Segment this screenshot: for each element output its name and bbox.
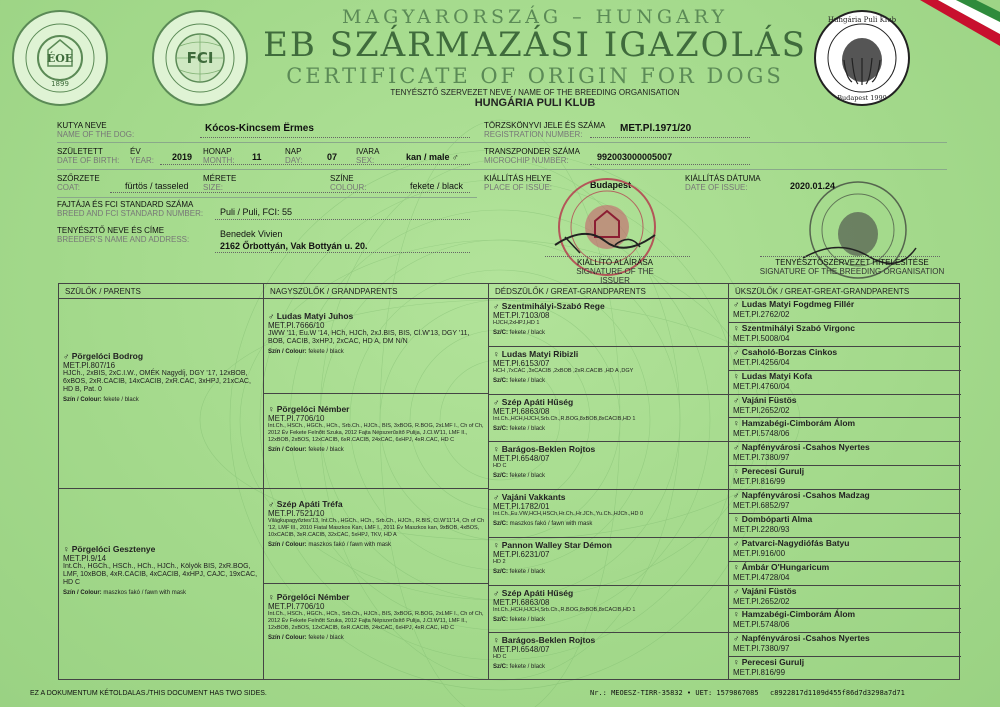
- great-great-grandparent-reg: MET.Pl.5008/04: [733, 333, 790, 343]
- great-great-grandparent-reg: MET.Pl.2652/02: [733, 405, 790, 415]
- grandparent-name: ♂ Szép Apáti Tréfa: [268, 499, 343, 509]
- grandparent-titles: Int.Ch., HSCh., HGCh., HCh., Srb.Ch., HJCh., BIS, 3xBOG, R.BOG, 2xLMF I., Ch of Ch, 2012 Év Fekete Felnőtt Szuka, 2012 Fajta Népszerűsítő Pulija, J.Cl.W'11, LMF II., 12xBOB, 2xBOS, 12xCACIB, 6xR.CACIB, 24xCAC, 6xHPJ, 4xR.CAC, HD C: [268, 423, 484, 443]
- great-great-grandparent-name: ♀ Hamzabégi-Cimborám Álom: [733, 418, 856, 429]
- divider: [57, 142, 947, 143]
- issuer-signature-line: [545, 256, 690, 257]
- svg-text:Budapest 1999: Budapest 1999: [837, 94, 887, 102]
- grandparent-cell: [264, 299, 488, 394]
- organisation-label: TENYÉSZTŐ SZERVEZET NEVE / NAME OF THE BREEDING ORGANISATION: [390, 88, 680, 97]
- great-grandparent-colour: Sz/C: fekete / black: [493, 425, 546, 432]
- dog-name-label: KUTYA NEVE NAME OF THE DOG:: [57, 121, 135, 139]
- great-grandparent-titles: Int.Ch.,HCH,HJCH,Srb.Ch.,R.BOG,8xBOB,8xCACIB,HD 1: [493, 606, 636, 613]
- breeder-underline: [215, 252, 470, 253]
- dog-name-underline: [200, 137, 470, 138]
- great-grandparent-colour: Sz/C: fekete / black: [493, 330, 546, 336]
- grandparent-reg: MET.Pl.7521/10: [268, 509, 325, 518]
- grandparent-cell: [264, 394, 488, 489]
- great-great-grandparent-cell: [729, 418, 961, 442]
- great-great-grandparent-cell: [729, 609, 961, 633]
- great-grandparent-name: ♂ Vajáni Vakkants: [493, 492, 566, 502]
- parent-titles: Int.Ch., HGCh., HSCh., HCh., HJCh., Kölyök BIS, 2xR.BOG, LMF, 10xBOB, 4xR.CACIB, 4xCACIB, 4xHPJ, CAJC, 19xCAC, HD C: [63, 563, 258, 586]
- size-label: MÉRETE SIZE:: [203, 174, 237, 192]
- serial-number: Nr.: MEOESZ-TIRR-35832 • UET: 1579867085: [590, 689, 759, 697]
- great-great-grandparent-reg: MET.Pl.7380/97: [733, 644, 790, 654]
- date-of-issue-value: 2020.01.24: [790, 181, 836, 191]
- great-great-grandparent-cell: [729, 299, 961, 323]
- great-great-grandparent-name: ♀ Dombóparti Alma: [733, 513, 813, 524]
- great-great-grandparent-name: ♀ Ludas Matyi Kofa: [733, 370, 813, 381]
- great-great-grandparent-reg: MET.Pl.6852/97: [733, 501, 790, 510]
- divider: [57, 197, 477, 198]
- great-grandparent-name: ♀ Ludas Matyi Ribizli: [493, 348, 579, 359]
- parents-header: SZÜLŐK / PARENTS: [59, 284, 263, 299]
- microchip-underline: [590, 164, 750, 165]
- great-grandparent-reg: MET.Pl.6548/07: [493, 454, 550, 464]
- great-grandparent-cell: [489, 299, 728, 347]
- great-grandparent-reg: MET.Pl.6863/08: [493, 597, 550, 607]
- great-great-grandparent-name: ♀ Perecesi Gurulj: [733, 466, 805, 477]
- great-grandparent-reg: MET.Pl.6153/07: [493, 358, 550, 368]
- parent-cell: [59, 299, 263, 489]
- parent-name: ♂ Pörgelóci Bodrog: [63, 351, 144, 361]
- great-great-grandparent-name: ♂ Csaholó-Borzas Cinkos: [733, 346, 838, 357]
- grandparent-name: ♀ Pörgelóci Némber: [268, 404, 350, 414]
- parent-reg: MET.Pl.807/16: [63, 361, 116, 370]
- great-grandparent-colour: Sz/C: fekete / black: [493, 664, 546, 671]
- great-grandparent-name: ♀ Pannon Walley Star Démon: [493, 539, 612, 550]
- great-grandparent-reg: MET.Pl.6863/08: [493, 406, 550, 416]
- great-great-grandparent-reg: MET.Pl.4728/04: [733, 572, 790, 582]
- great-great-grandparent-name: ♀ Ámbár O'Hungaricum: [733, 561, 830, 572]
- certificate-title-en: CERTIFICATE OF ORIGIN FOR DOGS: [286, 64, 784, 88]
- grandparent-cell: [264, 584, 488, 681]
- great-great-grandparent-name: ♂ Napfényvárosi -Csahos Nyertes: [733, 442, 870, 453]
- issuer-signature-label: KIÁLLÍTÓ ALÁÍRÁSA SIGNATURE OF THE ISSUER: [576, 258, 654, 285]
- meoe-seal-icon: [10, 8, 110, 108]
- birth-month-value: 11: [252, 152, 262, 162]
- breed-value: Puli / Puli, FCI: 55: [220, 207, 293, 217]
- birth-underline: [160, 164, 470, 165]
- dog-name-value: Kócos-Kincsem Ërmes: [205, 123, 314, 134]
- great-great-grandparent-name: ♂ Vajáni Füstös: [733, 585, 797, 596]
- colour-value: fekete / black: [410, 181, 464, 191]
- great-grandparent-titles: HD 2: [493, 558, 506, 565]
- great-grandparent-reg: MET.Pl.6548/07: [493, 645, 550, 655]
- certificate-title-hu: EB SZÁRMAZÁSI IGAZOLÁS: [263, 25, 807, 65]
- great-great-grandparent-reg: MET.Pl.2762/02: [733, 310, 790, 319]
- coat-value: fürtös / tasseled: [125, 181, 189, 191]
- great-grandparent-cell: [489, 347, 728, 395]
- great-grandparent-name: ♂ Szép Apáti Hűség: [493, 587, 574, 598]
- great-great-grandparent-name: ♂ Napfényvárosi -Csahos Madzag: [733, 490, 870, 500]
- svg-text:Hungária Puli Klub: Hungária Puli Klub: [827, 16, 897, 24]
- great-great-grandparent-cell: [729, 633, 961, 657]
- breeder-label: TENYÉSZTŐ NEVE ÉS CÍME BREEDER'S NAME AND ADDRESS:: [57, 226, 190, 244]
- breed-underline: [215, 219, 470, 220]
- great-grandparent-titles: Int.Ch.,Eu.VW,HCH,HSCh,Hr.Ch.,Hr.JCh.,Yu.Ch.,HJCh.,HD 0: [493, 511, 644, 517]
- great-great-grandparent-reg: MET.Pl.2280/93: [733, 524, 790, 534]
- great-grandparent-name: ♀ Barágos-Beklen Rojtos: [493, 444, 596, 455]
- colour-label: SZÍNE COLOUR:: [330, 174, 367, 192]
- great-great-grandparent-reg: MET.Pl.5748/06: [733, 429, 790, 439]
- birth-year-value: 2019: [172, 152, 193, 162]
- great-great-grandparent-cell: [729, 347, 961, 371]
- great-grandparent-colour: Sz/C: fekete / black: [493, 473, 546, 480]
- pedigree-table: [58, 283, 960, 680]
- great-great-grandparent-cell: [729, 657, 961, 681]
- breeding-org-signature-label: TENYÉSZTŐSZERVEZET HITELESÍTÉSE SIGNATURE OF THE BREEDING ORGANISATION: [759, 258, 945, 276]
- great-grandparent-cell: [489, 538, 728, 586]
- grandparent-reg: MET.Pl.7666/10: [268, 321, 325, 330]
- great-grandparent-colour: Sz/C: fekete / black: [493, 377, 546, 384]
- great-grandparent-name: ♂ Szentmihályi-Szabó Rege: [493, 301, 605, 311]
- great-great-grandparent-reg: MET.Pl.816/99: [733, 668, 786, 678]
- great-grandparent-cell: [489, 586, 728, 634]
- great-grandparent-name: ♂ Szép Apáti Hűség: [493, 396, 574, 407]
- great-grandparent-titles: Int.Ch.,HCH,HJCH,Srb.Ch.,R.BOG,8xBOB,8xCACIB,HD 1: [493, 415, 636, 422]
- parent-reg: MET.Pl.9/14: [63, 554, 107, 563]
- grandparent-name: ♀ Pörgelóci Némber: [268, 592, 350, 602]
- great-great-grandparent-reg: MET.Pl.2652/02: [733, 596, 790, 606]
- grandparent-reg: MET.Pl.7706/10: [268, 602, 325, 611]
- parent-colour: Szín / Colour: maszkos fakó / fawn with mask: [63, 590, 187, 596]
- great-great-grandparent-cell: [729, 586, 961, 610]
- parents-column: [59, 284, 264, 679]
- great-great-grandparent-cell: [729, 490, 961, 514]
- grandparent-reg: MET.Pl.7706/10: [268, 414, 325, 423]
- great-grandparent-titles: HD C: [493, 654, 507, 661]
- breed-label: FAJTÁJA ÉS FCI STANDARD SZÁMA BREED AND FCI STANDARD NUMBER:: [57, 200, 204, 218]
- date-of-issue-label: KIÁLLÍTÁS DÁTUMA DATE OF ISSUE:: [685, 174, 761, 192]
- registration-value: MET.Pl.1971/20: [620, 123, 692, 134]
- great-great-grandparent-cell: [729, 395, 961, 419]
- great-great-grandparent-reg: MET.Pl.816/99: [733, 477, 786, 487]
- breeder-address-value: 2162 Őrbottyán, Vak Bottyán u. 20.: [220, 241, 368, 251]
- great-great-grandparent-name: ♂ Napfényvárosi -Csahos Nyertes: [733, 633, 870, 644]
- sex-label: IVARA SEX:: [356, 147, 380, 165]
- great-grandparent-cell: [489, 395, 728, 443]
- month-label: HONAP MONTH:: [203, 147, 235, 165]
- document-hash: c8922817d1109d455f86d7d3298a7d71: [770, 689, 905, 697]
- divider: [57, 169, 947, 170]
- great-great-grandparent-name: ♀ Hamzabégi-Cimborám Álom: [733, 609, 856, 620]
- great-grandparent-colour: Sz/C: fekete / black: [493, 568, 546, 575]
- great-grandparent-titles: HJCH,2xHPJ,HD 1: [493, 320, 540, 326]
- parent-colour: Szín / Colour: fekete / black: [63, 397, 139, 403]
- great-great-grandparent-cell: [729, 562, 961, 586]
- great-grandparent-cell: [489, 442, 728, 490]
- great-great-grandparents-column: [729, 284, 961, 679]
- great-grandparent-colour: Sz/C: maszkos fakó / fawn with mask: [493, 521, 593, 527]
- breeder-name-value: Benedek Vivien: [220, 229, 283, 239]
- fci-seal-icon: [150, 8, 250, 108]
- coat-underline: [110, 192, 470, 193]
- grandparent-cell: [264, 489, 488, 584]
- great-grandparent-reg: MET.Pl.1782/01: [493, 502, 550, 511]
- grandparent-titles: Világkupagyőztes'13, Int.Ch., HGCh., HCh., Srb.Ch., HJCh., R.BIS, Cl.W'11'14, Ch of Ch '12, LMF III., 2010 Fiatal Maszkos Kan, LMF I., 2011 Év Maszkos kan, 9xBOB, 4xBOS, 10xCACIB, 3xR.CACIB, 32xCAC, 5xHPJ, TKV, HD A: [268, 518, 485, 538]
- registration-underline: [590, 137, 750, 138]
- place-value: Budapest: [590, 180, 632, 190]
- year-label: ÉV YEAR:: [130, 147, 155, 165]
- grandparent-titles: Int.Ch., HSCh., HGCh., HCh., Srb.Ch., HJCh., BIS, 3xBOG, R.BOG, 2xLMF I., Ch of Ch, 2012 Év Fekete Felnőtt Szuka, 2012 Fajta Népszerűsítő Pulija, J.Cl.W'11, LMF II., 12xBOB, 2xBOS, 12xCACIB, 6xR.CACIB, 24xCAC, 6xHPJ, 4xR.CAC, HD C: [268, 611, 484, 631]
- great-great-grandparent-cell: [729, 442, 961, 466]
- great-great-grandparent-cell: [729, 538, 961, 562]
- microchip-value: 992003000005007: [597, 152, 673, 162]
- great-great-grandparent-cell: [729, 466, 961, 490]
- great-great-grandparent-name: ♂ Ludas Matyi Fogdmeg Fillér: [733, 299, 855, 309]
- great-grandparent-cell: [489, 633, 728, 681]
- great-great-grandparent-reg: MET.Pl.4760/04: [733, 381, 790, 391]
- great-great-grandparent-name: ♂ Vajáni Füstös: [733, 394, 797, 405]
- great-great-grandparent-reg: MET.Pl.916/00: [733, 548, 786, 558]
- microchip-label: TRANSZPONDER SZÁMA MICROCHIP NUMBER:: [484, 147, 581, 165]
- great-grandparent-name: ♀ Barágos-Beklen Rojtos: [493, 635, 596, 646]
- great-grandparent-cell: [489, 490, 728, 538]
- great-great-grandparent-cell: [729, 323, 961, 347]
- birth-label: SZÜLETETT DATE OF BIRTH:: [57, 147, 120, 165]
- grandparent-colour: Szín / Colour: maszkos fakó / fawn with mask: [268, 542, 392, 548]
- great-great-grandparent-reg: MET.Pl.7380/97: [733, 453, 790, 463]
- puli-klub-seal-icon: [812, 8, 912, 108]
- great-grandparent-reg: MET.Pl.7103/08: [493, 311, 550, 320]
- great-great-grandparent-cell: [729, 514, 961, 538]
- grandparent-name: ♂ Ludas Matyi Juhos: [268, 311, 354, 321]
- great-grandparent-reg: MET.Pl.6231/07: [493, 549, 550, 559]
- great-great-grandparent-reg: MET.Pl.5748/06: [733, 620, 790, 630]
- great-great-grandparent-name: ♀ Szentmihályi Szabó Virgonc: [733, 322, 855, 333]
- grandparent-colour: Szín / Colour: fekete / black: [268, 447, 344, 453]
- great-grandparents-column: [489, 284, 729, 679]
- sex-value: kan / male ♂: [406, 152, 459, 162]
- great-grandparent-colour: Sz/C: fekete / black: [493, 616, 546, 623]
- great-great-grandparent-cell: [729, 371, 961, 395]
- great-grandparents-header: DÉDSZÜLŐK / GREAT-GRANDPARENTS: [489, 284, 728, 299]
- grandparents-column: [264, 284, 489, 679]
- two-sides-note: EZ A DOKUMENTUM KÉTOLDALAS./THIS DOCUMENT HAS TWO SIDES.: [30, 690, 267, 697]
- grandparent-colour: Szín / Colour: fekete / black: [268, 635, 344, 641]
- grandparents-header: NAGYSZÜLŐK / GRANDPARENTS: [264, 284, 488, 299]
- great-grandparent-titles: HCH ,7xCAC ,3xCACIB ,2xBOB ,2xR.CACIB ,HD A ,DGY: [493, 367, 634, 374]
- svg-text:FCI: FCI: [186, 49, 214, 67]
- day-label: NAP DAY:: [285, 147, 303, 165]
- svg-text:ÉOE: ÉOE: [46, 52, 74, 65]
- parent-name: ♀ Pörgelóci Gesztenye: [63, 544, 156, 554]
- parent-cell: [59, 489, 263, 681]
- grandparent-colour: Szín / Colour: fekete / black: [268, 349, 344, 355]
- organisation-name: HUNGÁRIA PULI KLUB: [474, 97, 596, 109]
- great-grandparent-titles: HD C: [493, 463, 507, 470]
- grandparent-titles: JWW '11, Eu.W '14, HCh, HJCh, 2xJ.BIS, BIS, Cl.W'13, DGY '11, BOB, CACIB, 3xHPJ, 2xCAC, HD A, DM N/N: [268, 330, 470, 345]
- birth-day-value: 07: [327, 152, 338, 162]
- svg-text:1899: 1899: [51, 80, 69, 88]
- breeding-org-signature-line: [760, 256, 940, 257]
- great-great-grandparent-name: ♀ Perecesi Gurulj: [733, 657, 805, 668]
- parent-titles: HJCh., 2xBIS, 2xC.I.W., OMÉK Nagydíj, DGY '17, 12xBOB, 6xBOS, 2xR.CACIB, 14xCACIB, 2xR.CAC, 3xHPJ, 21xCAC, HD B, Pat. 0: [63, 370, 251, 393]
- coat-label: SZŐRZETE COAT:: [57, 174, 100, 192]
- great-great-grandparents-header: ÜKSZÜLŐK / GREAT-GREAT-GRANDPARENTS: [729, 284, 961, 299]
- country-heading: MAGYARORSZÁG – HUNGARY: [341, 6, 729, 28]
- great-great-grandparent-reg: MET.Pl.4256/04: [733, 357, 790, 367]
- great-great-grandparent-name: ♂ Patvarci-Nagydiófás Batyu: [733, 537, 850, 548]
- place-label: KIÁLLÍTÁS HELYE PLACE OF ISSUE:: [484, 174, 553, 192]
- registration-label: TÖRZSKÖNYVI JELE ÉS SZÁMA REGISTRATION NUMBER:: [484, 121, 606, 139]
